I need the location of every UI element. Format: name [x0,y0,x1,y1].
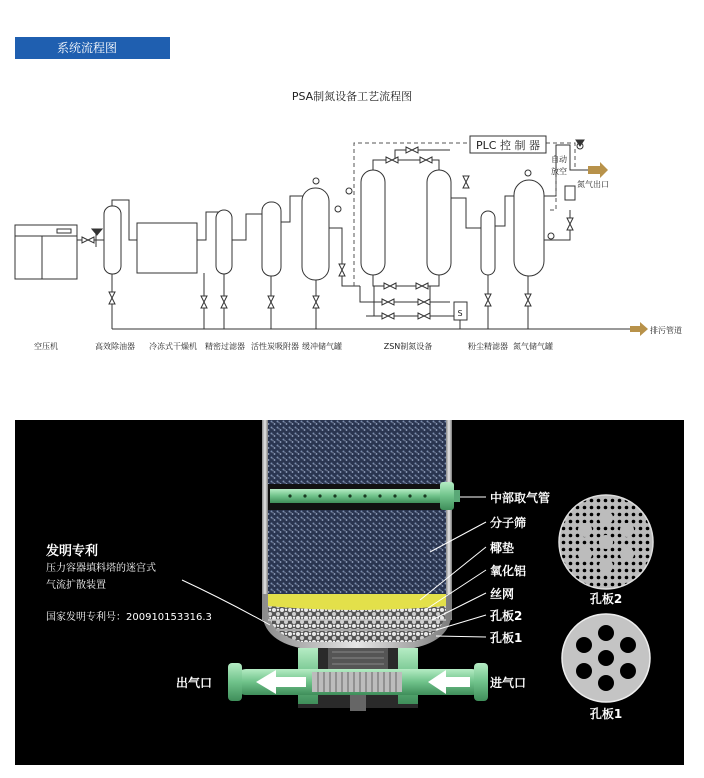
drain-arrow [630,322,648,336]
equipment-label: 氮气储气罐 [513,342,553,351]
label-alumina: 氧化铝 [490,564,527,578]
equipment-labels [34,341,553,351]
equipment-label: 空压机 [34,342,58,351]
nitrogen-tank [514,180,544,276]
equipment-label: ZSN制氮设备 [383,342,433,351]
zsn-tower-right [427,170,451,275]
equipment-label: 冷冻式干燥机 [149,342,197,351]
silencer-label: S [457,309,463,318]
precision-filter [216,210,232,274]
patent-number: 国家发明专利号：200910153316.3 [46,612,212,623]
auto-vent-label-1: 自动 [551,155,567,164]
label-coconut-pad: 椰垫 [490,541,515,555]
label-orifice-plate-1: 孔板1 [490,631,523,645]
plate-1-caption: 孔板1 [589,707,623,721]
nitrogen-outlet-label: 氮气出口 [577,180,609,189]
label-molecular-sieve: 分子筛 [490,516,527,530]
equipment-label: 活性炭吸附器 [251,342,299,351]
plc-label: PLC 控 制 器 [476,139,540,152]
refrigerated-dryer [137,223,197,273]
label-middle-gas-pipe: 中部取气管 [490,491,551,505]
equipment-label: 粉尘精滤器 [468,342,508,351]
patent-line-2: 气流扩散装置 [46,580,106,591]
flow-title: PSA制氮设备工艺流程图 [291,90,413,103]
patent-line-1: 压力容器填料塔的迷宫式 [46,563,156,574]
equipment-label: 缓冲储气罐 [302,342,342,351]
orifice-plate-1-illustration [562,614,650,702]
label-wire-mesh: 丝网 [490,587,515,601]
oil-remover [104,206,121,274]
patent-title: 发明专利 [46,544,99,559]
auto-vent-label-2: 放空 [551,167,567,176]
label-gas-inlet: 进气口 [490,676,527,690]
orifice-plate-2-illustration [559,495,653,589]
label-gas-outlet: 出气口 [176,676,213,690]
zsn-tower-left [361,170,385,275]
dust-filter [481,211,495,275]
label-orifice-plate-2: 孔板2 [490,609,523,623]
section-tab[interactable]: 系统流程图 [15,37,170,59]
drain-label: 排污管道 [650,326,682,335]
plate-2-caption: 孔板2 [589,592,623,606]
vent-arrow [588,162,608,178]
buffer-tank [302,188,329,280]
equipment-label: 高效除油器 [95,342,135,351]
equipment-label: 精密过滤器 [205,342,245,351]
middle-gas-pipe [270,489,446,503]
carbon-adsorber [262,202,281,276]
